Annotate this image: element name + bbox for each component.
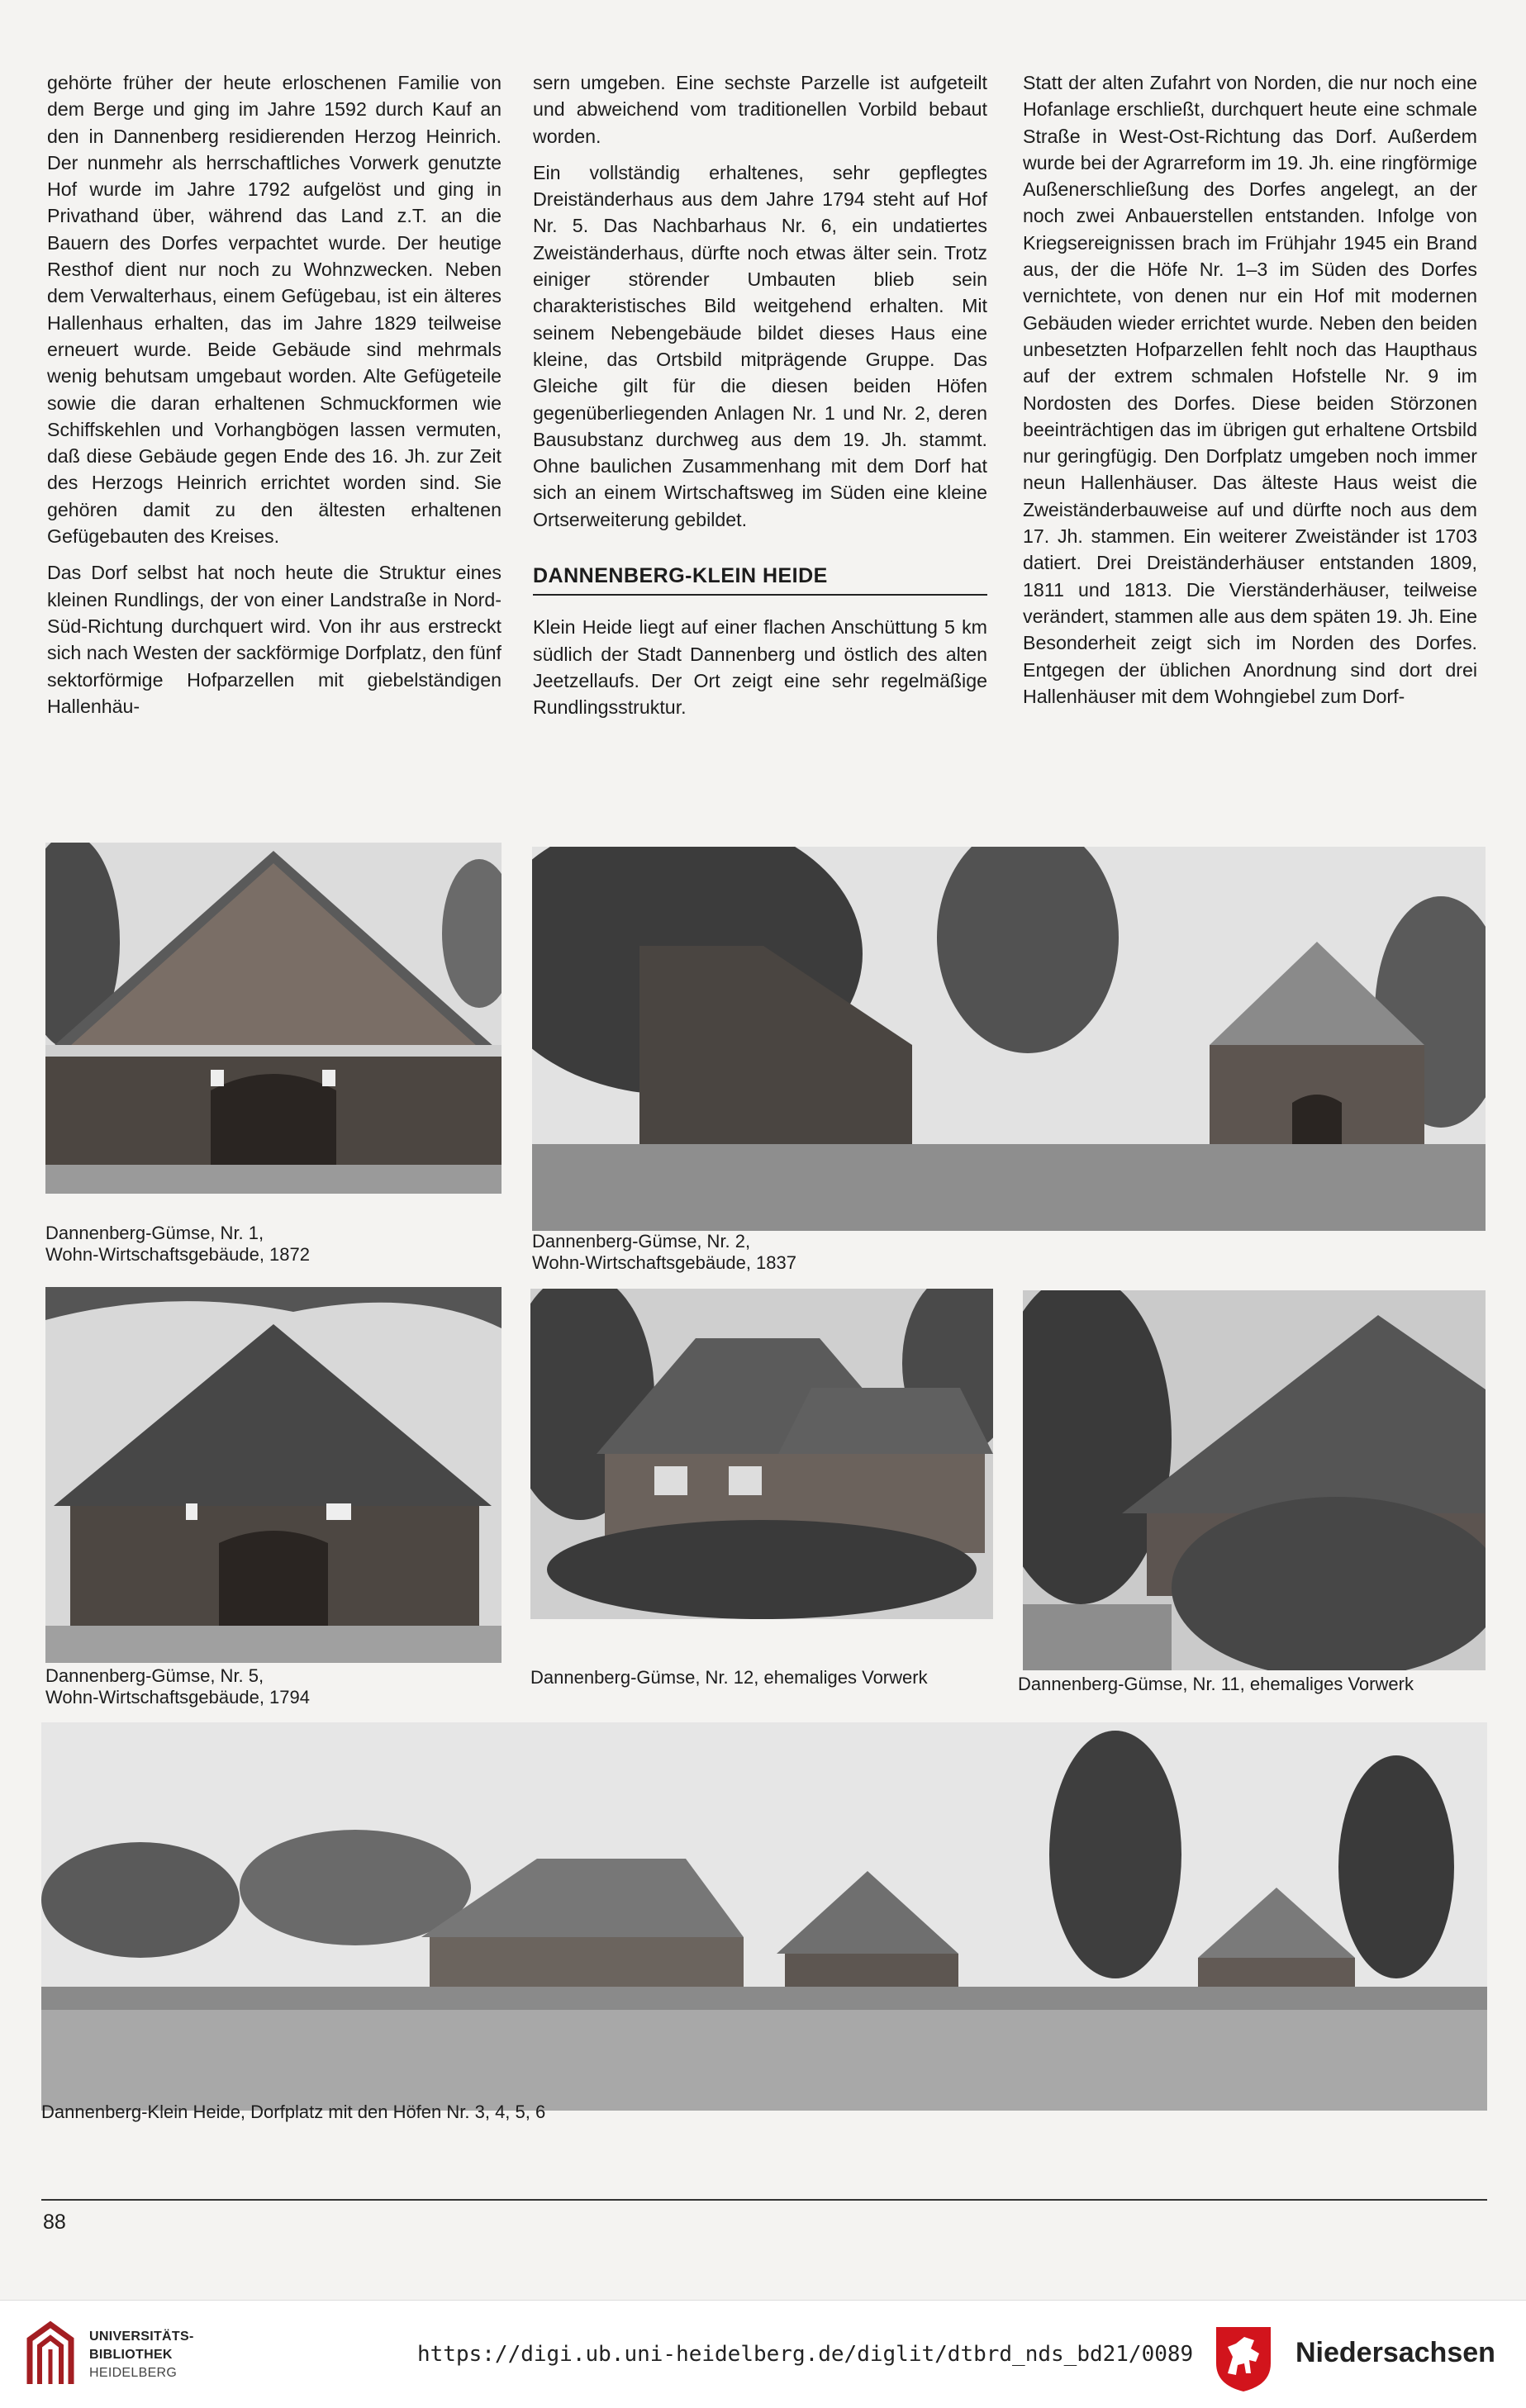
library-name: UNIVERSITÄTS- BIBLIOTHEK HEIDELBERG <box>89 2330 194 2380</box>
paragraph: Das Dorf selbst hat noch heute die Struktur eines kleinen Rundlings, der von einer Landstraße in Nord-Süd-Richtung durchquert wird. Von ihr aus erstreckt sich nach Westen der sackförmige Dorfplatz, den fünf sektorförmige Hofparzellen mit giebelständigen Hallenhäu- <box>47 562 502 717</box>
photo-guemse-nr12 <box>530 1289 993 1619</box>
paragraph: Ein vollständig erhaltenes, sehr gepflegtes Dreiständerhaus aus dem Jahre 1794 steht auf Hof Nr. 5. Das Nachbarhaus Nr. 6, ein undatiertes Zweiständerhaus, dürfte noch etwas älter sein. Trotz einiger störender Umbauten blieb sein charakteristisches Bild weitgehend erhalten. Mit seinem Nebengebäude bildet dieses Haus eine kleine, das Ortsbild mitprägende Gruppe. Das Gleiche gilt für die diesen beiden Höfen gegenüberliegenden Anlagen Nr. 1 und Nr. 2, deren Bausubstanz durchweg aus dem 19. Jh. stammt. Ohne baulichen Zusammenhang mit dem Dorf hat sich an einem Wirtschaftsweg im Süden eine kleine Ortserweiterung gebildet. <box>533 161 987 530</box>
page-rule <box>41 2199 1487 2201</box>
page-number: 88 <box>43 2211 66 2234</box>
caption-guemse-nr2: Dannenberg-Gümse, Nr. 2, Wohn-Wirtschaftsgebäude, 1837 <box>532 1231 796 1273</box>
ub-heidelberg-logo-icon <box>23 2320 78 2389</box>
section-heading: DANNENBERG-KLEIN HEIDE <box>533 563 987 596</box>
photo-guemse-nr5 <box>45 1287 502 1663</box>
caption-klein-heide: Dannenberg-Klein Heide, Dorfplatz mit den Höfen Nr. 3, 4, 5, 6 <box>41 2102 546 2122</box>
photo-guemse-nr11 <box>1023 1290 1486 1670</box>
paragraph: gehörte früher der heute erloschenen Familie von dem Berge und ging im Jahre 1592 durch Kauf an den in Dannenberg residierenden Herzog Heinrich. Der nunmehr als herrschaftliches Vorwerk genutzte Hof wurde im Jahre 1792 aufgelöst und ging in Privathand über, während das Land z.T. an die Bauern des Dorfes verpachtet wurde. Der heutige Resthof dient nur noch zu Wohnzwecken. Neben dem Verwalterhaus, einem Gefügebau, ist ein älteres Hallenhaus erhalten, das im Jahre 1829 teilweise erneuert wurde. Beide Gebäude sind mehrmals wenig behutsam umgebaut worden. Alte Gefügeteile sowie die daran erhaltenen Schmuckformen wie Schiffskehlen und Vorhangbögen lassen vermuten, daß diese Gebäude gegen Ende des 16. Jh. zur Zeit des Herzogs Heinrich errichtet worden sind. Sie gehören damit zu den ältesten erhaltenen Gefügebauten des Kreises. <box>47 72 502 548</box>
niedersachsen-crest-icon <box>1215 2325 1272 2393</box>
text-column-3 <box>1023 69 1477 720</box>
caption-guemse-nr12: Dannenberg-Gümse, Nr. 12, ehemaliges Vorwerk <box>530 1667 928 1688</box>
paragraph: Klein Heide liegt auf einer flachen Anschüttung 5 km südlich der Stadt Dannenberg und östlich des alten Jeetzellaufs. Der Ort zeigt eine sehr regelmäßige Rundlingsstruktur. <box>533 616 987 719</box>
paragraph: sern umgeben. Eine sechste Parzelle ist aufgeteilt und abweichend vom traditionellen Vorbild bebaut worden. <box>533 72 987 147</box>
caption-guemse-nr1: Dannenberg-Gümse, Nr. 1, Wohn-Wirtschaftsgebäude, 1872 <box>45 1223 310 1265</box>
text-column-1 <box>47 69 502 729</box>
paragraph: Statt der alten Zufahrt von Norden, die nur noch eine Hofanlage erschließt, durchquert heute eine schmale Straße in West-Ost-Richtung das Dorf. Außerdem wurde bei der Agrarreform im 19. Jh. eine ringförmige Außenerschließung des Dorfes angelegt, an der noch zwei Anbauerstellen entstanden. Infolge von Kriegsereignissen brach im Frühjahr 1945 ein Brand aus, der die Höfe Nr. 1–3 im Süden des Dorfes vernichtete, von denen nur ein Hof mit modernen Gebäuden wieder errichtet wurde. Neben den beiden unbesetzten Hofparzellen fehlt noch das Haupthaus auf der extrem schmalen Hofstelle Nr. 9 im Nordosten des Dorfes. Diese beiden Störzonen beeinträchtigen das im übrigen gut erhaltene Ortsbild nur geringfügig. Den Dorfplatz umgeben noch immer neun Hallenhäuser. Das älteste Haus weist die Zweiständerbauweise auf und dürfte noch aus dem 17. Jh. stammen. Ein weiterer Zweiständer ist 1703 datiert. Drei Dreiständerhäuser entstanden 1809, 1811 und 1813. Die Vierständerhäuser, teilweise verändert, stammen alle aus dem späten 19. Jh. Eine Besonderheit zeigt sich im Norden des Dorfes. Entgegen der üblichen Anordnung sind dort drei Hallenhäuser mit dem Wohngiebel zum Dorf- <box>1023 72 1477 707</box>
document-url-link[interactable]: https://digi.ub.uni-heidelberg.de/diglit/dtbrd_nds_bd21/0089 <box>417 2342 1194 2367</box>
footer-bar <box>0 2300 1526 2408</box>
photo-guemse-nr2 <box>532 847 1486 1231</box>
photo-klein-heide-dorfplatz <box>41 1722 1487 2111</box>
caption-guemse-nr5: Dannenberg-Gümse, Nr. 5, Wohn-Wirtschaftsgebäude, 1794 <box>45 1665 310 1707</box>
photo-guemse-nr1 <box>45 843 502 1194</box>
state-name: Niedersachsen <box>1295 2337 1495 2368</box>
caption-guemse-nr11: Dannenberg-Gümse, Nr. 11, ehemaliges Vorwerk <box>1018 1674 1414 1694</box>
text-column-2 <box>533 69 987 731</box>
